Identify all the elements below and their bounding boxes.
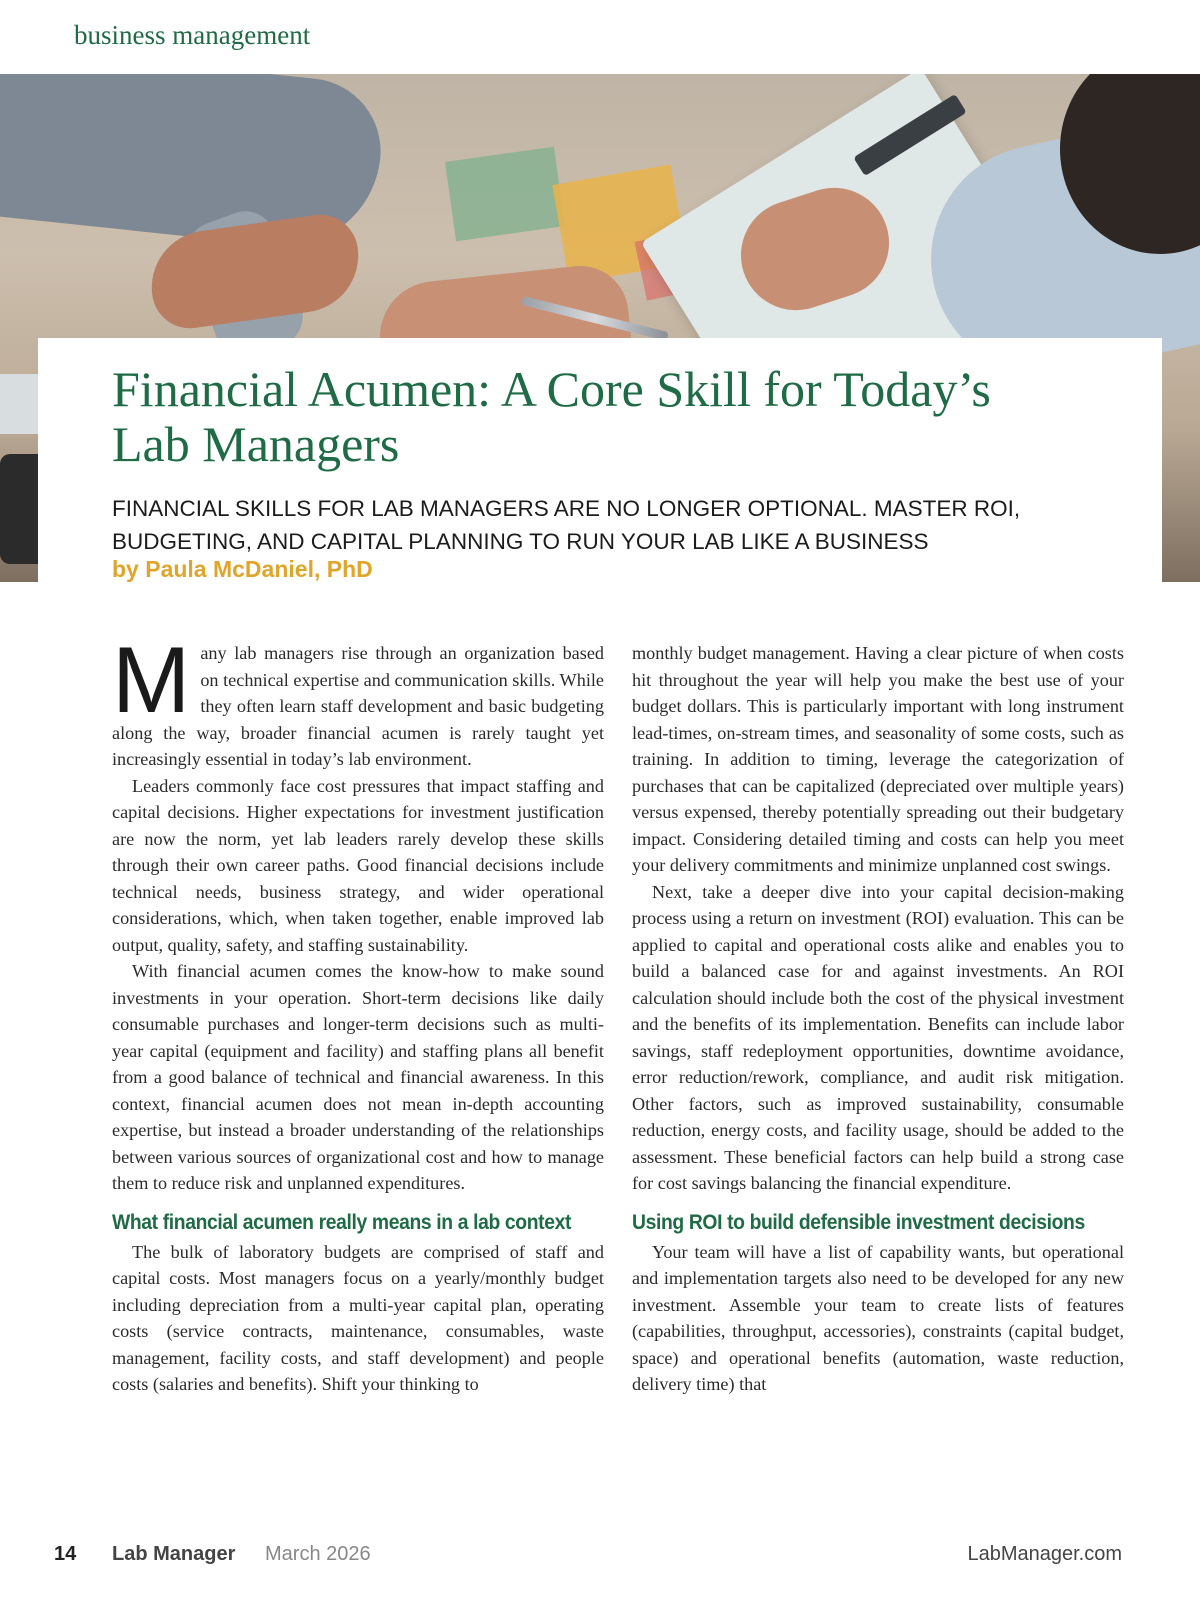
page-number: 14 — [54, 1543, 77, 1565]
paragraph: With financial acumen comes the know-how to make sound investments in your operation. Short-term decisions like daily consumable purchases and longer-term decisions such as multi-year capital (equipment and facility) and staffing plans all benefit from a good balance of technical and financial awareness. In this context, financial acumen does not mean in-depth accounting expertise, but instead a broader understanding of the relationships between various sources of organizational cost and how to manage them to reduce risk and unplanned expenditures. — [112, 961, 604, 1193]
paragraph: The bulk of laboratory budgets are comprised of staff and capital costs. Most managers focus on a yearly/monthly budget including depreciation from a multi-year capital plan, operating costs (service contracts, maintenance, consumables, waste management, facility costs, and staff development) and people costs (salaries and benefits). Shift your thinking to — [112, 1241, 604, 1394]
drop-cap: M — [112, 627, 191, 732]
issue-date: March 2026 — [265, 1543, 371, 1565]
paragraph: monthly budget management. Having a clear picture of when costs hit throughout the year will help you make the best use of your budget dollars. This is particularly important with long instrument lead-times, on-stream times, and seasonality of some costs, such as training. In addition to timing, leverage the categorization of purchases that can be capitalized (depreciated over multiple years) versus expensed, thereby potentially spreading out their budgetary impact. Considering detailed timing and costs can help you meet your delivery commitments and minimize unplanned cost swings. — [632, 643, 1124, 875]
section-heading: Using ROI to build defensible investment decisions — [632, 1210, 1085, 1234]
magazine-name: Lab Manager — [112, 1543, 236, 1565]
paragraph: Many lab managers rise through an organization based on technical expertise and communication skills. While they often learn staff development and basic budgeting along the way, broader financial acumen is rarely taught yet increasingly essential in today’s lab environment. — [112, 627, 604, 769]
paragraph: Next, take a deeper dive into your capital decision-making process using a return on investment (ROI) evaluation. This can be applied to capital and operational costs alike and enables you to build a balanced case for and against investments. An ROI calculation should include both the cost of the physical investment and the benefits of its implementation. Benefits can include labor savings, staff redeployment opportunities, downtime avoidance, error reduction/rework, compliance, and audit risk mitigation. Other factors, such as improved sustainability, consumable reduction, energy costs, and facility usage, should be added to the assessment. These beneficial factors can help build a strong case for cost savings balancing the financial expenditure. — [632, 881, 1124, 1193]
website-link[interactable]: LabManager.com — [967, 1543, 1122, 1565]
left-column — [112, 627, 604, 1398]
right-column — [632, 640, 1124, 1398]
paragraph: Your team will have a list of capability wants, but operational and implementation targets also need to be developed for any new investment. Assemble your team to create lists of features (capabilities, throughput, accessories), constraints (capital budget, space) and operational benefits (automation, waste reduction, delivery time) that — [632, 1241, 1124, 1394]
article-deck: FINANCIAL SKILLS FOR LAB MANAGERS ARE NO LONGER OPTIONAL. MASTER ROI, BUDGETING, AND CAPITAL PLANNING TO RUN YOUR LAB LIKE A BUSINESS — [112, 496, 1021, 554]
section-label: business management — [74, 20, 311, 50]
page-footer — [0, 1543, 1200, 1573]
article-byline: by Paula McDaniel, PhD — [112, 556, 373, 582]
section-heading: What financial acumen really means in a lab context — [112, 1210, 572, 1234]
article-title: Financial Acumen: A Core Skill for Today’s Lab Managers — [112, 361, 991, 472]
paragraph: Leaders commonly face cost pressures that impact staffing and capital decisions. Higher expectations for investment justification are now the norm, yet lab leaders rarely develop these skills through their own career paths. Good financial decisions include technical needs, business strategy, and wider operational considerations, which, when taken together, enable improved lab output, quality, safety, and staffing sustainability. — [112, 775, 604, 955]
